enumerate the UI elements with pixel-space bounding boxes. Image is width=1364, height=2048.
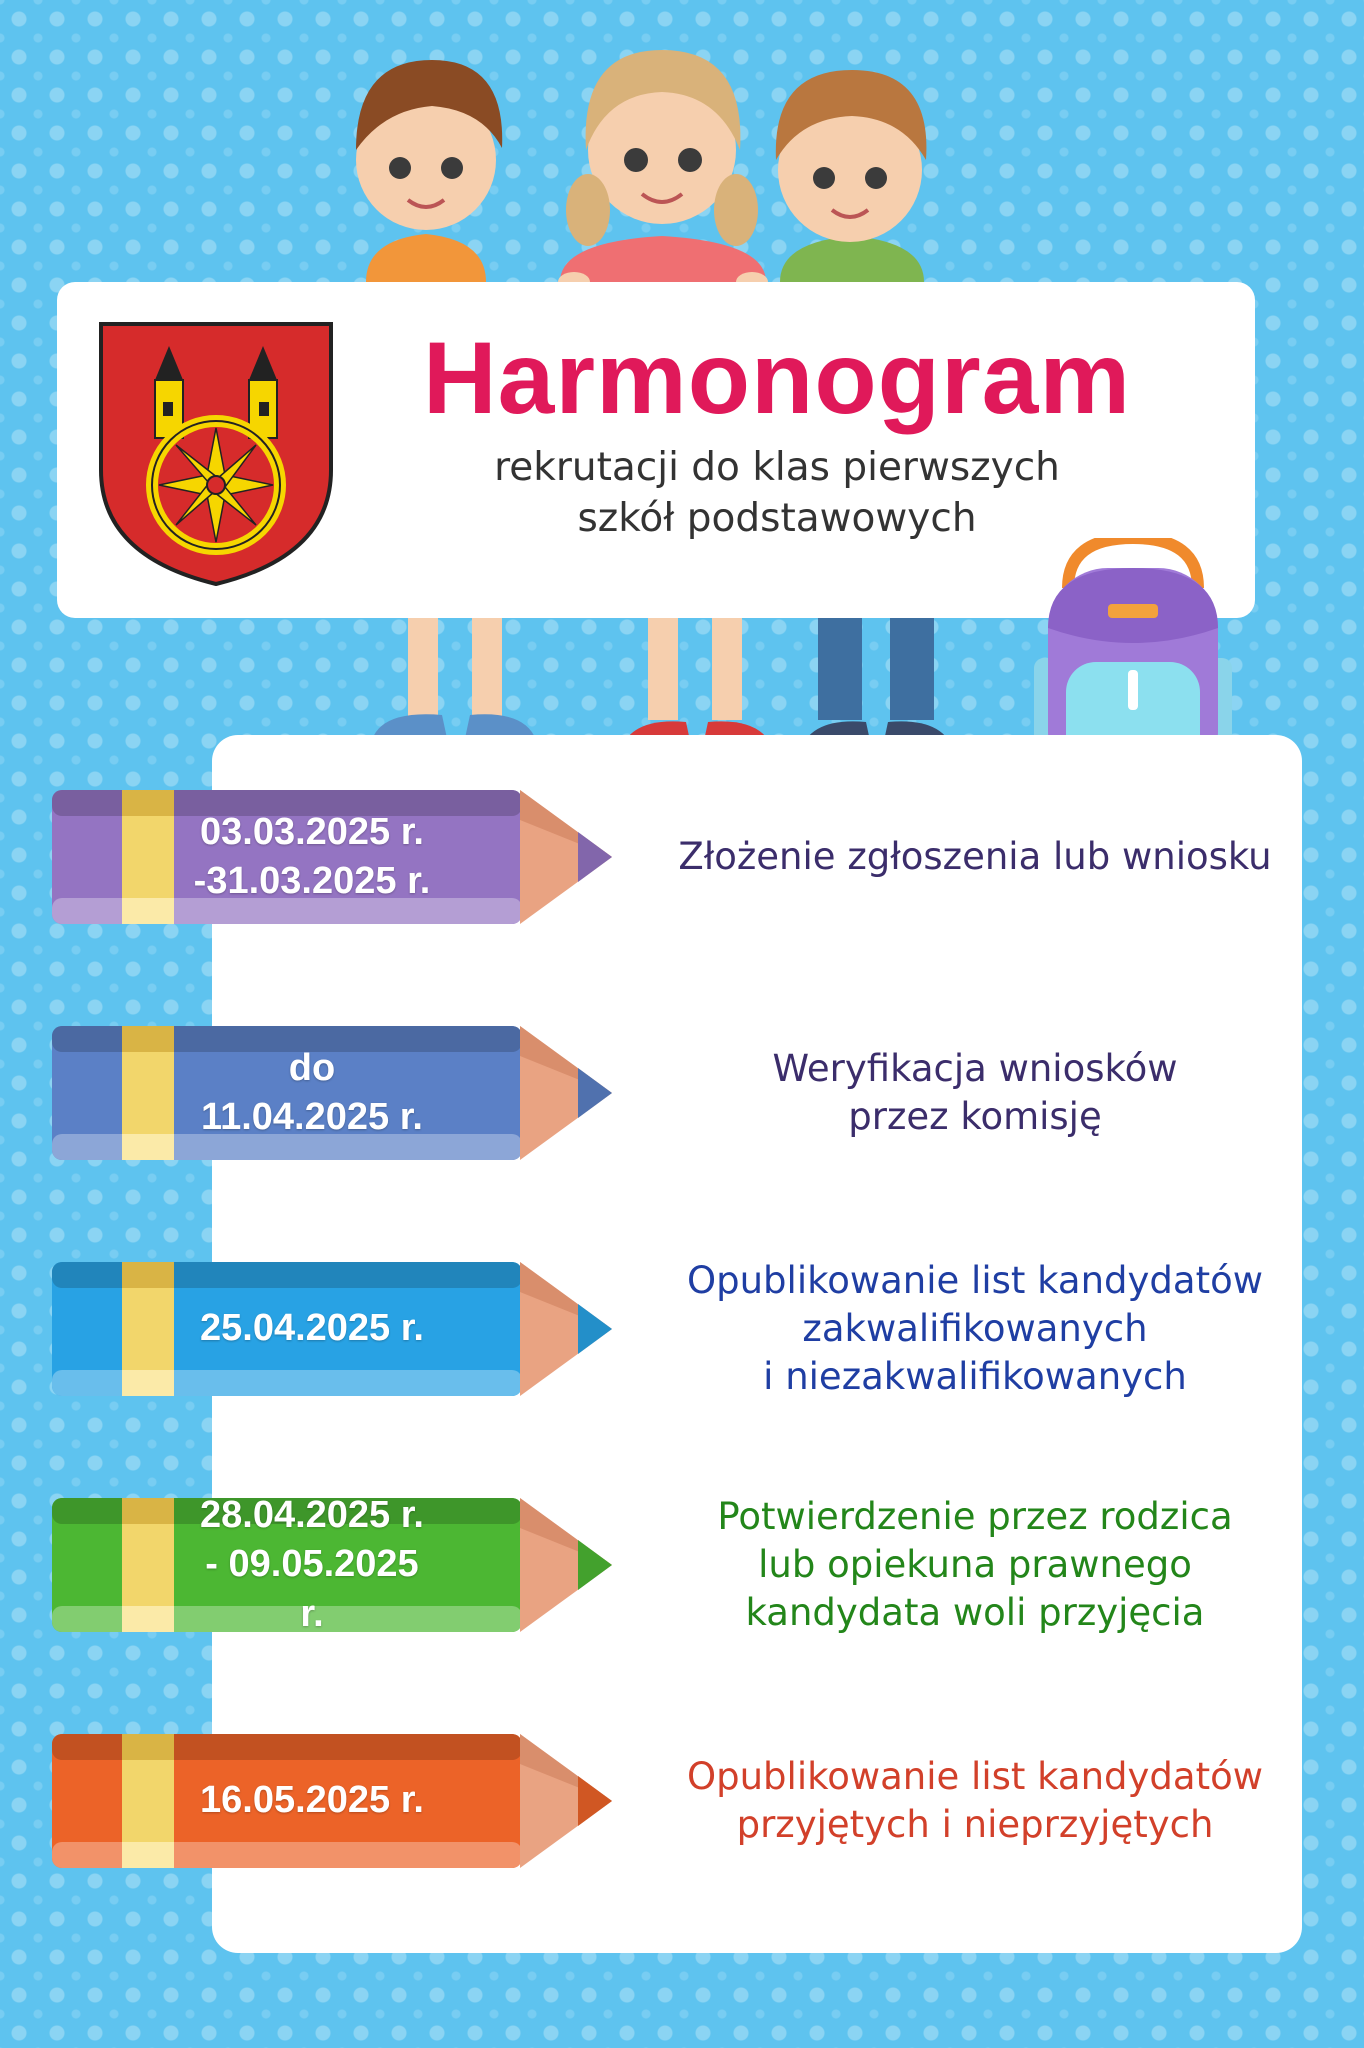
date-label — [192, 1026, 432, 1160]
date-line-1: 03.03.2025 r. — [200, 810, 424, 853]
step-description — [650, 1258, 1300, 1399]
desc-line-1: Złożenie zgłoszenia lub wniosku — [678, 834, 1272, 878]
page-subtitle — [377, 442, 1177, 545]
desc-line-3: kandydata woli przyjęcia — [745, 1591, 1205, 1635]
schedule-row — [0, 1734, 1364, 1868]
desc-line-2: przyjętych i nieprzyjętych — [736, 1803, 1214, 1846]
schedule-row — [0, 1026, 1364, 1160]
pencil-date-badge — [52, 790, 622, 924]
date-label — [192, 790, 432, 924]
desc-line-1: Opublikowanie list kandydatów — [687, 1754, 1263, 1798]
pencil-date-badge — [52, 1493, 622, 1635]
date-label — [192, 1262, 432, 1396]
desc-line-2: lub opiekuna prawnego — [758, 1542, 1192, 1586]
desc-line-3: i niezakwalifikowanych — [763, 1355, 1187, 1399]
pencil-date-badge — [52, 1734, 622, 1868]
step-description — [650, 1494, 1300, 1635]
date-label — [192, 1493, 432, 1635]
date-line-1: 28.04.2025 r. — [200, 1493, 424, 1536]
desc-line-1: Weryfikacja wniosków — [772, 1046, 1178, 1090]
desc-line-2: zakwalifikowanych — [802, 1306, 1148, 1350]
subtitle-line-1: rekrutacji do klas pierwszych — [494, 445, 1060, 490]
step-description — [650, 790, 1300, 924]
date-line-1: 25.04.2025 r. — [200, 1307, 424, 1350]
date-line-1: 16.05.2025 r. — [200, 1779, 424, 1822]
desc-line-1: Opublikowanie list kandydatów — [687, 1258, 1263, 1302]
schedule-row — [0, 1258, 1364, 1399]
date-line-2: - 09.05.2025 r. — [205, 1543, 419, 1635]
date-line-2: -31.03.2025 r. — [193, 860, 431, 902]
pencil-date-badge — [52, 1026, 622, 1160]
step-description — [650, 1026, 1300, 1160]
step-description — [650, 1734, 1300, 1868]
pencil-date-badge — [52, 1262, 622, 1396]
schedule-row — [0, 790, 1364, 924]
boy-left — [356, 60, 502, 282]
coat-of-arms-icon — [97, 320, 335, 588]
desc-line-2: przez komisję — [848, 1095, 1102, 1138]
date-line-1: do 11.04.2025 r. — [201, 1046, 423, 1138]
schedule-row — [0, 1493, 1364, 1635]
desc-line-1: Potwierdzenie przez rodzica — [717, 1494, 1233, 1538]
boy-right — [776, 70, 927, 282]
girl-center — [560, 50, 766, 282]
children-legs — [372, 610, 954, 756]
page-title: Harmonogram — [422, 321, 1132, 435]
subtitle-line-2: szkół podstawowych — [577, 496, 977, 542]
date-label — [192, 1734, 432, 1868]
